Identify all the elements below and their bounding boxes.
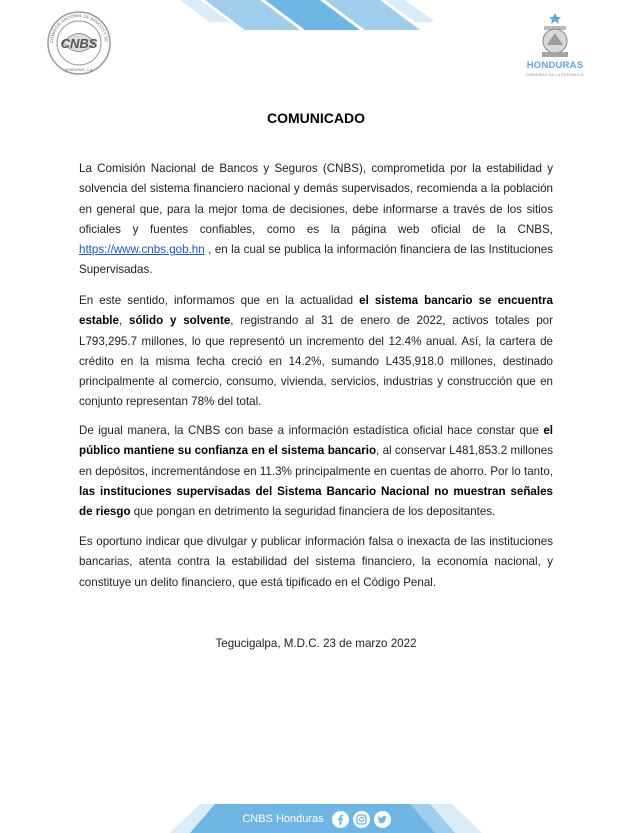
paragraph-legal-warning [79,532,553,593]
paragraph-text: Es oportuno indicar que divulgar y publicar información falsa o inexacta de las instituciones bancarias, atenta contra la estabilidad del sistema financiero, la economía nacional, y constituye un delito financiero, que está tipificado en el Código Penal. [79,535,553,589]
paragraph-intro [79,159,553,281]
document-title: COMUNICADO [267,110,365,126]
bold-text: las instituciones supervisadas del Sistema Bancario Nacional no muestran señales de riesgo [79,484,553,519]
cnbs-website-link[interactable]: https://www.cnbs.gob.hn [79,243,205,257]
bold-text: sólido y solvente [129,314,231,328]
paragraph-text: , al conservar L481,853.2 millones en depósitos, incrementándose en 11.3% principalmente en cuentas de ahorro. Por lo tanto, [79,444,553,478]
instagram-icon[interactable] [353,811,370,828]
paragraph-text: La Comisión Nacional de Bancos y Seguros (CNBS), comprometida por la estabilidad y solvencia del sistema financiero nacional y demás supervisados, recomienda a la población en general que, para la mejor toma de decisiones, debe informarse a través de los sitios oficiales y fuentes confiables, como es la página web oficial de la CNBS, [79,162,553,236]
honduras-government-logo [514,10,596,82]
honduras-wordmark: HONDURAS [526,60,584,71]
paragraph-banking-status [79,291,553,413]
paragraph-text: De igual manera, la CNBS con base a información estadística oficial hace constar que [79,424,544,437]
paragraph-text: , registrando al 31 de enero de 2022, activos totales por L793,295.7 millones, lo que representó un incremento del 12.4% anual. Así, la cartera de crédito en la misma fecha creció en 14.2%, sumando L435,918.0 millones, destinado principalmente al comercio, consumo, vivienda, servicios, industrias y construcción que en conjunto representan 78% del total. [79,314,553,409]
honduras-coat-of-arms-icon [514,10,596,60]
cnbs-logo [35,10,123,76]
footer-social-bar [214,805,419,833]
twitter-icon[interactable] [374,811,391,828]
bold-text: el sistema bancario se encuentra estable [79,294,553,328]
government-subtitle: GOBIERNO DE LA REPÚBLICA [526,73,584,77]
cnbs-logo-text: CNBS [60,36,98,51]
cnbs-logo-bottom-text: HONDURAS, C.A. [64,68,94,72]
paragraph-text: , [118,314,130,328]
facebook-icon[interactable] [332,811,349,828]
paragraph-public-confidence [79,421,553,522]
paragraph-text: En este sentido, informamos que en la actualidad [79,294,360,307]
cnbs-logo-ring-text: COMISION NACIONAL DE BANCOS Y SE [48,12,110,44]
bold-text: el público mantiene su confianza en el sistema bancario [79,424,553,458]
paragraph-text: que pongan en detrimento la seguridad financiera de los depositantes. [130,505,496,519]
footer-label: CNBS Honduras [242,813,324,825]
date-line: Tegucigalpa, M.D.C. 23 de marzo 2022 [215,637,417,650]
paragraph-text: , en la cual se publica la información financiera de las Instituciones Supervisadas. [79,243,553,277]
